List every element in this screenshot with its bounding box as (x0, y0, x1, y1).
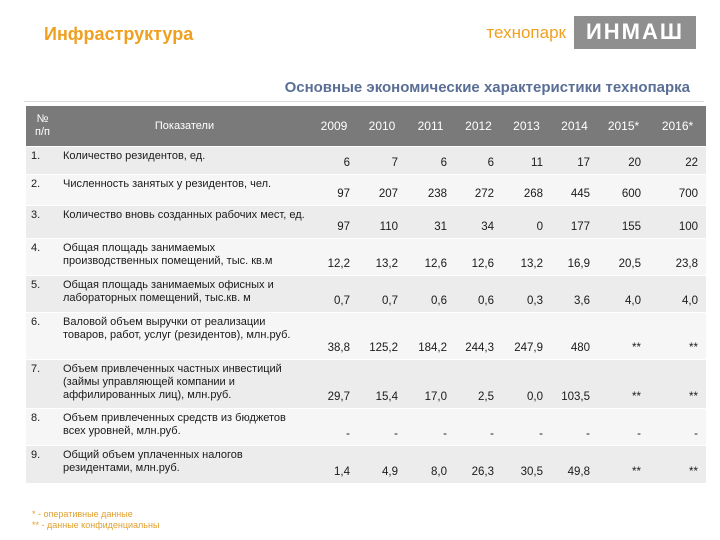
table-header-row (26, 106, 706, 147)
row-indicator: Общая площадь занимаемых производственных помещений, тыс. кв.м (59, 239, 310, 276)
row-value: 244,3 (455, 313, 502, 360)
row-value: 0,7 (358, 276, 406, 313)
row-value: 3,6 (551, 276, 598, 313)
technopark-label: технопарк (486, 22, 566, 42)
row-value: 31 (406, 206, 455, 239)
row-number: 5. (26, 276, 59, 313)
table-row (26, 276, 706, 313)
header-num: № п/п (26, 106, 59, 147)
row-value: 100 (649, 206, 706, 239)
row-value: 97 (310, 175, 358, 206)
table-row (26, 175, 706, 206)
row-number: 8. (26, 409, 59, 446)
row-value: 700 (649, 175, 706, 206)
row-indicator: Количество резидентов, ед. (59, 147, 310, 175)
row-value: 480 (551, 313, 598, 360)
row-value: 445 (551, 175, 598, 206)
row-number: 2. (26, 175, 59, 206)
row-value: - (455, 409, 502, 446)
row-value: 13,2 (358, 239, 406, 276)
row-value: ** (598, 446, 649, 484)
row-indicator: Объем привлеченных частных инвестиций (займы управляющей компании и аффилированных лиц), млн.руб. (59, 360, 310, 409)
header-year: 2011 (406, 106, 455, 147)
row-value: ** (598, 360, 649, 409)
row-value: 29,7 (310, 360, 358, 409)
row-value: 0,3 (502, 276, 551, 313)
row-value: 0 (502, 206, 551, 239)
row-value: 0,6 (406, 276, 455, 313)
row-number: 7. (26, 360, 59, 409)
table-row (26, 206, 706, 239)
row-value: 272 (455, 175, 502, 206)
title-divider (24, 101, 704, 102)
row-value: - (406, 409, 455, 446)
header-year: 2016* (649, 106, 706, 147)
header-year: 2013 (502, 106, 551, 147)
row-value: 12,6 (455, 239, 502, 276)
row-indicator: Численность занятых у резидентов, чел. (59, 175, 310, 206)
row-value: 0,0 (502, 360, 551, 409)
row-indicator: Объем привлеченных средств из бюджетов всех уровней, млн.руб. (59, 409, 310, 446)
row-value: 2,5 (455, 360, 502, 409)
row-value: 8,0 (406, 446, 455, 484)
row-value: 12,6 (406, 239, 455, 276)
row-number: 6. (26, 313, 59, 360)
row-value: 110 (358, 206, 406, 239)
row-value: - (598, 409, 649, 446)
footnote-confidential: ** - данные конфиденциальны (32, 520, 160, 530)
row-value: 17 (551, 147, 598, 175)
row-number: 3. (26, 206, 59, 239)
header-year: 2010 (358, 106, 406, 147)
row-number: 4. (26, 239, 59, 276)
row-value: 13,2 (502, 239, 551, 276)
row-value: 17,0 (406, 360, 455, 409)
row-value: 6 (310, 147, 358, 175)
header-indicator: Показатели (59, 106, 310, 147)
row-value: ** (598, 313, 649, 360)
row-indicator: Общий объем уплаченных налогов резидентами, млн.руб. (59, 446, 310, 484)
row-value: 1,4 (310, 446, 358, 484)
row-value: 23,8 (649, 239, 706, 276)
header-year: 2012 (455, 106, 502, 147)
row-value: 103,5 (551, 360, 598, 409)
row-value: 0,6 (455, 276, 502, 313)
row-number: 9. (26, 446, 59, 484)
row-value: 184,2 (406, 313, 455, 360)
row-value: 238 (406, 175, 455, 206)
row-value: 600 (598, 175, 649, 206)
page-subtitle: Основные экономические характеристики технопарка (284, 79, 690, 96)
row-value: 207 (358, 175, 406, 206)
table-row (26, 239, 706, 276)
row-value: - (502, 409, 551, 446)
row-value: 15,4 (358, 360, 406, 409)
table-row (26, 147, 706, 175)
row-value: 177 (551, 206, 598, 239)
brand-block (486, 16, 696, 49)
row-value: 125,2 (358, 313, 406, 360)
row-value: 34 (455, 206, 502, 239)
row-indicator: Общая площадь занимаемых офисных и лабораторных помещений, тыс.кв. м (59, 276, 310, 313)
row-value: ** (649, 360, 706, 409)
row-value: 20 (598, 147, 649, 175)
row-indicator: Валовой объем выручки от реализации товаров, работ, услуг (резидентов), млн.руб. (59, 313, 310, 360)
row-value: 4,9 (358, 446, 406, 484)
row-value: 268 (502, 175, 551, 206)
header-year: 2009 (310, 106, 358, 147)
row-value: 7 (358, 147, 406, 175)
row-value: - (358, 409, 406, 446)
row-value: 11 (502, 147, 551, 175)
row-value: ** (649, 446, 706, 484)
row-value: 30,5 (502, 446, 551, 484)
row-value: 38,8 (310, 313, 358, 360)
header-year: 2014 (551, 106, 598, 147)
brand-logo: ИНМАШ (574, 16, 696, 49)
row-value: - (551, 409, 598, 446)
row-number: 1. (26, 147, 59, 175)
footnote-operational: * - оперативные данные (32, 509, 133, 519)
indicators-table (26, 106, 706, 484)
table-row (26, 409, 706, 446)
row-value: 6 (406, 147, 455, 175)
row-value: - (649, 409, 706, 446)
footnotes (32, 509, 159, 531)
table-row (26, 313, 706, 360)
row-value: 0,7 (310, 276, 358, 313)
row-value: 6 (455, 147, 502, 175)
table-row (26, 360, 706, 409)
row-value: 49,8 (551, 446, 598, 484)
section-title: Инфраструктура (44, 24, 194, 44)
table-row (26, 446, 706, 484)
row-value: 26,3 (455, 446, 502, 484)
row-value: 247,9 (502, 313, 551, 360)
row-value: ** (649, 313, 706, 360)
row-value: 155 (598, 206, 649, 239)
row-value: 22 (649, 147, 706, 175)
row-value: 97 (310, 206, 358, 239)
row-value: 20,5 (598, 239, 649, 276)
row-indicator: Количество вновь созданных рабочих мест, ед. (59, 206, 310, 239)
row-value: 4,0 (598, 276, 649, 313)
row-value: 12,2 (310, 239, 358, 276)
row-value: - (310, 409, 358, 446)
row-value: 4,0 (649, 276, 706, 313)
header-year: 2015* (598, 106, 649, 147)
row-value: 16,9 (551, 239, 598, 276)
